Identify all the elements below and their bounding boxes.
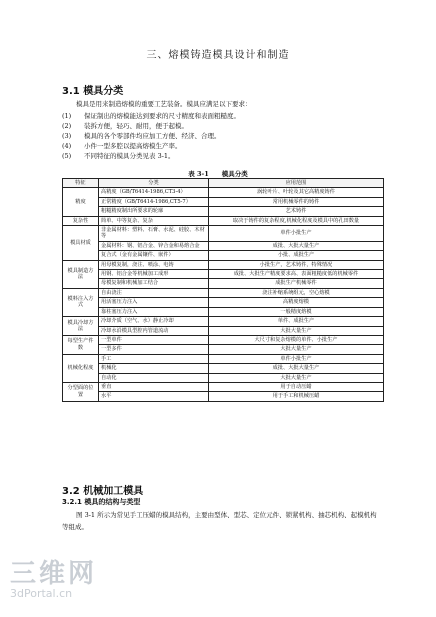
application-cell: 大批大量生产 [209, 326, 384, 335]
requirement-item [62, 151, 392, 161]
watermark-url: 3dPortal.cn [10, 587, 73, 600]
application-cell: 单件小批生产 [209, 226, 384, 242]
application-cell: 成批、大批大量生产 [209, 241, 384, 250]
application-cell: 一般精度熔模 [209, 307, 384, 316]
category-cell: 模具材质 [63, 226, 99, 261]
application-cell: 涡轮叶片、叶轮及其它高精度铸件 [209, 188, 384, 197]
requirement-item [62, 141, 392, 151]
application-cell: 单件、成批生产 [209, 317, 384, 326]
application-cell: 用于自动压蜡 [209, 382, 384, 391]
header-feature: 特征 [63, 179, 99, 188]
requirement-number: (5) [62, 152, 72, 160]
class-cell: 用活塞压力注入 [99, 298, 209, 307]
table-row [63, 216, 384, 225]
application-cell: 浇注补缩系统组元，空心熔模 [209, 288, 384, 297]
class-cell: 用母模复制，浇注、喷涂、电铸 [99, 260, 209, 269]
table-row [63, 279, 384, 288]
category-cell: 模具冷却方法 [63, 317, 99, 336]
mold-classification-table [62, 178, 384, 402]
requirement-number: (4) [62, 142, 72, 150]
class-cell: 复合式（金有金属镶件、嵌件） [99, 251, 209, 260]
class-cell: 一型多件 [99, 345, 209, 354]
class-cell: 手工 [99, 354, 209, 363]
table-row [63, 382, 384, 391]
requirement-item [62, 131, 392, 141]
section-heading-3-1: 3.1 模具分类 [62, 86, 124, 97]
table-row [63, 270, 384, 279]
table-row [63, 207, 384, 216]
table-row [63, 345, 384, 354]
application-cell: 小批、成批生产 [209, 251, 384, 260]
table-row [63, 251, 384, 260]
requirement-number: (2) [62, 122, 72, 130]
class-cell: 粗糙精度制出所要求的轮廓 [99, 207, 209, 216]
structure-paragraph: 图 3-1 所示为常见手工压蜡的模具结构，主要由型体、型芯、定位元件、锁紧机构、抽芯机构、起模机构等组成。 [62, 511, 377, 531]
category-cell: 复杂性 [63, 216, 99, 225]
category-cell: 机械化程度 [63, 354, 99, 382]
application-cell: 取决于铸件的复杂程度,机械化程度及模具中的孔田数量 [209, 216, 384, 225]
table-row [63, 392, 384, 401]
requirement-item [62, 121, 392, 131]
category-cell: 模料注入方式 [63, 288, 99, 316]
section-heading-3-2: 3.2 机械加工模具 [62, 486, 144, 497]
requirement-text: 模具的各个零部件均应加工方便、经济、合理。 [84, 132, 221, 140]
application-cell: 大尺寸和复杂熔模的单件、小批生产 [209, 335, 384, 344]
table-body [63, 188, 384, 401]
application-cell: 单件小批生产 [209, 354, 384, 363]
page-title: 三、熔模铸造模具设计和制造 [146, 50, 290, 61]
class-cell: 水平 [99, 392, 209, 401]
table-header-row [63, 179, 384, 188]
class-cell: 简单、中等复杂、复杂 [99, 216, 209, 225]
category-cell: 模具制造方法 [63, 260, 99, 288]
table-caption: 表 3-1 模具分类 [188, 170, 248, 178]
application-cell: 小批生产，艺术铸件，特殊情况 [209, 260, 384, 269]
table-row [63, 298, 384, 307]
application-cell: 大批大量生产 [209, 373, 384, 382]
class-cell: 金属材料：钢、铝合金、锌合金和易熔合金 [99, 241, 209, 250]
watermark [10, 560, 97, 600]
table-row [63, 260, 384, 269]
table-row [63, 335, 384, 344]
class-cell: 靠柱塞压力注入 [99, 307, 209, 316]
table-row [63, 326, 384, 335]
category-cell: 分型面的位置 [63, 382, 99, 401]
requirement-text: 不同特征的模具分类见表 3-1。 [84, 152, 175, 160]
class-cell: 高精度（GB/T6414-1986,CT3-4） [99, 188, 209, 197]
table-row [63, 317, 384, 326]
class-cell: 冷却水沿模具型腔内管道流动 [99, 326, 209, 335]
watermark-logo: 三维网 [10, 559, 98, 589]
table-row [63, 188, 384, 197]
header-class: 分类 [99, 179, 209, 188]
application-cell: 高精度熔模 [209, 298, 384, 307]
class-cell: 垂直 [99, 382, 209, 391]
class-cell: 冷却介质（空气、水）静止冷却 [99, 317, 209, 326]
application-cell: 艺术铸件 [209, 207, 384, 216]
table-row [63, 307, 384, 316]
requirement-text: 小件一型多腔以提高熔模生产率。 [84, 142, 182, 150]
table-row [63, 226, 384, 242]
requirement-number: (1) [62, 112, 72, 120]
class-cell: 用钢、铝合金等机械加工成形 [99, 270, 209, 279]
application-cell: 成批、大批生产精度要求高、表面粗糙度低的机械零件 [209, 270, 384, 279]
class-cell: 正常精度（GB/T6414-1986,CT5-7） [99, 197, 209, 206]
table-row [63, 197, 384, 206]
requirement-number: (3) [62, 132, 72, 140]
application-cell: 大批大量生产 [209, 345, 384, 354]
category-cell: 精度 [63, 188, 99, 216]
table-row [63, 354, 384, 363]
requirement-text: 保证制出的熔模能达到要求的尺寸精度和表面粗糙度。 [84, 112, 240, 120]
table-row [63, 241, 384, 250]
table-row [63, 288, 384, 297]
application-cell: 用于手工和机械压蜡 [209, 392, 384, 401]
application-cell: 成批、大批大量生产 [209, 364, 384, 373]
application-cell: 常用机械零件的铸件 [209, 197, 384, 206]
application-cell: 成批生产机械零件 [209, 279, 384, 288]
table-row [63, 373, 384, 382]
class-cell: 自动化 [99, 373, 209, 382]
requirement-item [62, 111, 392, 121]
subsection-heading-3-2-1: 3.2.1 模具的结构与类型 [62, 498, 141, 506]
requirement-text: 装拆方便，轻巧、耐用，便于起模。 [84, 122, 188, 130]
class-cell: 母模复制和机械加工结合 [99, 279, 209, 288]
header-application: 应用范围 [209, 179, 384, 188]
intro-paragraph: 模具是用来制造熔模的重要工艺装备。模具应满足以下要求： [76, 100, 252, 108]
class-cell: 自由浇注 [99, 288, 209, 297]
category-cell: 每型生产件数 [63, 335, 99, 354]
class-cell: 一型单件 [99, 335, 209, 344]
table-row [63, 364, 384, 373]
class-cell: 非金属材料：塑料、石膏、水泥、硅胶、木材等 [99, 226, 209, 242]
requirements-list [62, 111, 392, 161]
class-cell: 机械化 [99, 364, 209, 373]
